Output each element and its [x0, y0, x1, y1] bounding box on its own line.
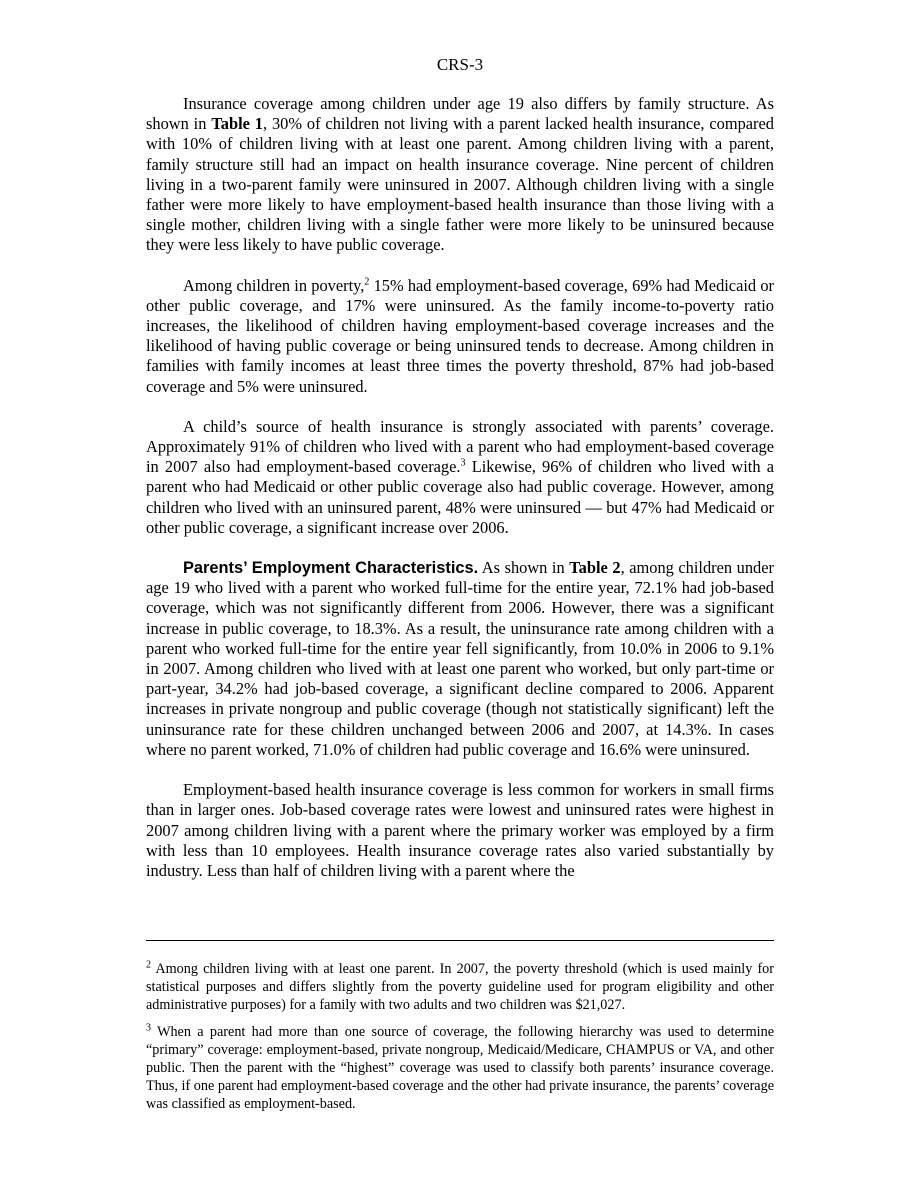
- footnote-ref-3: 3: [460, 457, 466, 469]
- paragraph-employment-characteristics: Parents’ Employment Characteristics. As shown in Table 2, among children under age 19 who lived with a parent who worked full-time for the entire year, 72.1% had job-based coverage, which was not significantly different from 2006. However, there was a significant increase in public coverage, to 18.3%. As a result, the uninsurance rate among children with a parent who worked full-time for the entire year fell significantly, from 10.0% in 2006 to 9.1% in 2007. Among children who lived with at least one parent who worked, but only part-time or part-year, 34.2% had job-based coverage, a significant decline compared to 2006. Apparent increases in private nongroup and public coverage (though not statistically significant) left the uninsurance rate for these children unchanged between 2006 and 2007, at 14.3%. In cases where no parent worked, 71.0% of children had public coverage and 16.6% were uninsured.: [146, 558, 774, 759]
- page-number: CRS-3: [436, 55, 484, 74]
- footnote-3: $^3$ When a parent had more than one source of coverage, the following hierarchy was used to determine “primary” coverage: employment-based, private nongroup, Medicaid/Medicare, CHAMPUS or VA, and other public. Then the parent with the “highest” coverage was used to classify both parents’ insurance coverage. Thus, if one parent had employment-based coverage and the other had private insurance, the parents’ coverage was classified as employment-based.: [146, 1022, 774, 1112]
- paragraph-parents-coverage: A child’s source of health insurance is strongly associated with parents’ coverage. Approximately 91% of children who lived with a parent who had employment-based coverage in 2007 also had employment-based coverage.$^3$ Likewise, 96% of children who lived with a parent who had Medicaid or other public coverage also had public coverage. However, among children who lived with an uninsured parent, 48% were uninsured — but 47% had Medicaid or other public coverage, a significant increase over 2006.: [146, 416, 774, 537]
- footnotes: [146, 961, 774, 1123]
- body-text: [146, 94, 774, 901]
- paragraph-family-structure: Insurance coverage among children under age 19 also differs by family structure. As shown in Table 1, 30% of children not living with a parent lacked health insurance, compared with 10% of children living with at least one parent. Among children living with a parent, family structure still had an impact on health insurance coverage. Nine percent of children living in a two-parent family were uninsured in 2007. Although children living with a single father were more likely to have employment-based health insurance than those living with a single mother, children living with a single father were more likely to be uninsured because they were less likely to have public coverage.: [146, 94, 774, 255]
- section-heading: Parents’ Employment Characteristics.: [183, 559, 479, 578]
- table-1-reference: Table 1: [211, 114, 263, 134]
- footnote-ref-2: 2: [364, 276, 370, 288]
- paragraph-firm-size: Employment-based health insurance coverage is less common for workers in small firms than in larger ones. Job-based coverage rates were lowest and uninsured rates were highest in 2007 among children living with a parent where the primary worker was employed by a firm with less than 10 employees. Health insurance coverage rates also varied substantially by industry. Less than half of children living with a parent where the: [146, 780, 774, 880]
- table-2-reference: Table 2: [569, 558, 621, 578]
- paragraph-poverty: Among children in poverty,$^2$ 15% had employment-based coverage, 69% had Medicaid or other public coverage, and 17% were uninsured. As the family income-to-poverty ratio increases, the likelihood of children having employment-based coverage increases and the likelihood of having public coverage or being uninsured tends to decrease. Among children in families with family incomes at least three times the poverty threshold, 87% had job-based coverage and 5% were uninsured.: [146, 275, 774, 396]
- footnote-2: $^2$ Among children living with at least one parent. In 2007, the poverty threshold (which is used mainly for statistical purposes and differs slightly from the poverty guideline used for program eligibility and other administrative purposes) for a family with two adults and two children was $21,027.: [146, 959, 774, 1013]
- footnote-divider: [146, 940, 774, 941]
